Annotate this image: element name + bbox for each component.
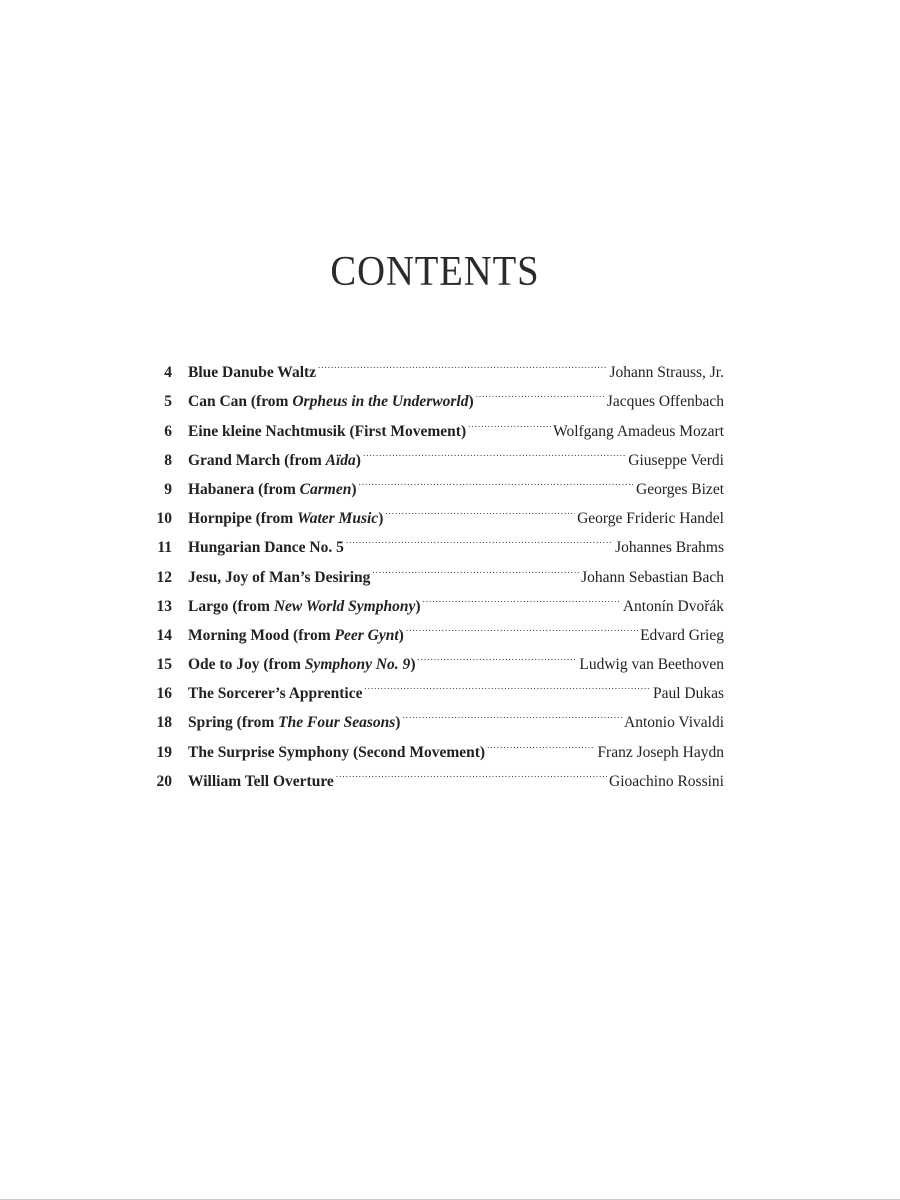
toc-page-number: 11 xyxy=(157,539,172,557)
toc-page-number: 9 xyxy=(164,480,172,498)
toc-song-title: Morning Mood (from Peer Gynt) xyxy=(188,626,404,644)
toc-song-title: The Sorcerer’s Apprentice xyxy=(188,685,363,703)
toc-song-title: Largo (from New World Symphony) xyxy=(188,597,421,615)
dot-leader xyxy=(363,436,626,465)
dot-leader xyxy=(346,523,613,552)
toc-page-number: 15 xyxy=(156,656,172,674)
toc-page-number: 5 xyxy=(164,393,172,411)
dot-leader xyxy=(417,640,577,669)
toc-song-title: Eine kleine Nachtmusik (First Movement) xyxy=(188,422,467,440)
toc-composer: Wolfgang Amadeus Mozart xyxy=(553,422,724,440)
toc-composer: Edvard Grieg xyxy=(640,626,724,644)
toc-song-title: Hungarian Dance No. 5 xyxy=(188,539,344,557)
toc-entry[interactable] xyxy=(140,348,724,382)
toc-page-number: 14 xyxy=(156,626,172,644)
toc-composer: Johannes Brahms xyxy=(615,539,724,557)
toc-composer: Johann Sebastian Bach xyxy=(581,568,724,586)
toc-song-title: Habanera (from Carmen) xyxy=(188,480,357,498)
dot-leader xyxy=(385,494,575,523)
toc-composer: Giuseppe Verdi xyxy=(628,451,724,469)
dot-leader xyxy=(406,611,638,640)
dot-leader xyxy=(318,348,607,377)
dot-leader xyxy=(364,669,650,698)
dot-leader xyxy=(468,406,551,435)
toc-page-number: 16 xyxy=(156,685,172,703)
toc-song-title: Jesu, Joy of Man’s Desiring xyxy=(188,568,371,586)
toc-composer: Antonio Vivaldi xyxy=(624,714,724,732)
toc-page-number: 18 xyxy=(156,714,172,732)
toc-page-number: 19 xyxy=(156,743,172,761)
dot-leader xyxy=(359,465,635,494)
toc-composer: Gioachino Rossini xyxy=(609,772,724,790)
toc-page-number: 12 xyxy=(156,568,172,586)
toc-song-title: Blue Danube Waltz xyxy=(188,364,317,382)
toc-composer: Paul Dukas xyxy=(652,685,724,703)
toc-page-number: 8 xyxy=(164,451,172,469)
page-title: CONTENTS xyxy=(330,249,540,295)
dot-leader xyxy=(476,377,605,406)
toc-page-number: 10 xyxy=(156,510,172,528)
toc-composer: Jacques Offenbach xyxy=(606,393,724,411)
toc-song-title: Can Can (from Orpheus in the Underworld) xyxy=(188,393,474,411)
toc-song-title: The Surprise Symphony (Second Movement) xyxy=(188,743,486,761)
dot-leader xyxy=(402,698,622,727)
toc-page-number: 6 xyxy=(164,422,172,440)
toc-song-title: Grand March (from Aïda) xyxy=(188,451,361,469)
toc-page-number: 13 xyxy=(156,597,172,615)
dot-leader xyxy=(423,582,621,611)
toc-song-title: Ode to Joy (from Symphony No. 9) xyxy=(188,656,416,674)
dot-leader xyxy=(372,552,579,581)
toc-page-number: 4 xyxy=(164,364,172,382)
toc-composer: Franz Joseph Haydn xyxy=(597,743,724,761)
dot-leader xyxy=(487,727,595,756)
toc-page-number: 20 xyxy=(156,772,172,790)
toc-song-title: Hornpipe (from Water Music) xyxy=(188,510,384,528)
toc-composer: Antonín Dvořák xyxy=(622,597,724,615)
toc-composer: Johann Strauss, Jr. xyxy=(609,364,724,382)
table-of-contents xyxy=(140,348,724,790)
toc-song-title: William Tell Overture xyxy=(188,772,334,790)
dot-leader xyxy=(336,757,607,786)
toc-composer: Ludwig van Beethoven xyxy=(579,656,724,674)
toc-composer: Georges Bizet xyxy=(636,480,724,498)
toc-composer: George Frideric Handel xyxy=(577,510,724,528)
toc-song-title: Spring (from The Four Seasons) xyxy=(188,714,401,732)
